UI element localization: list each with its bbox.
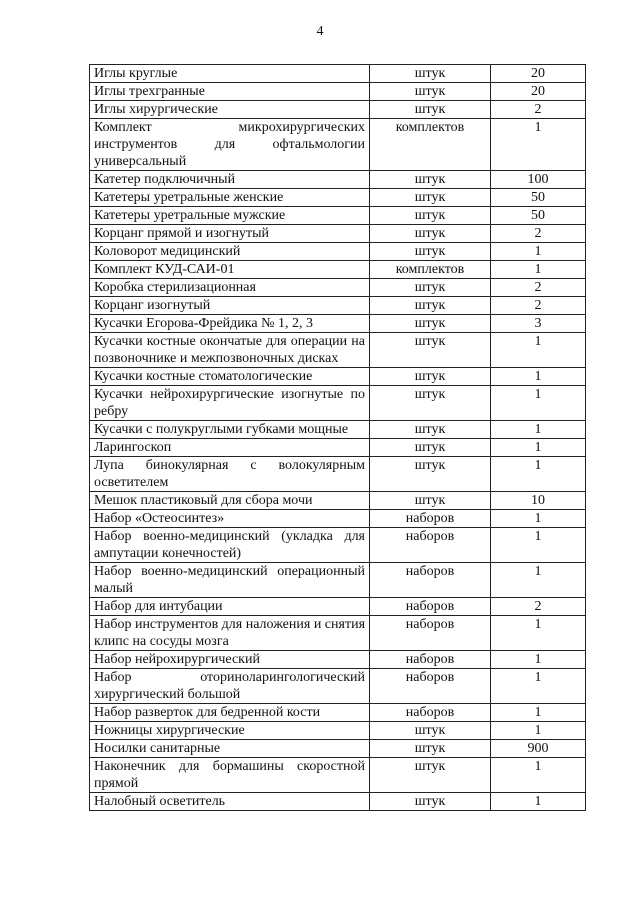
unit-cell: наборов xyxy=(370,528,491,563)
quantity-cell: 1 xyxy=(491,528,586,563)
unit-cell: штук xyxy=(370,333,491,368)
table-row xyxy=(90,669,586,704)
quantity-cell: 50 xyxy=(491,207,586,225)
unit-cell: наборов xyxy=(370,563,491,598)
item-name-cell: Набор разверток для бедренной кости xyxy=(90,704,370,722)
item-name-cell: Коробка стерилизационная xyxy=(90,279,370,297)
quantity-cell: 10 xyxy=(491,492,586,510)
quantity-cell: 2 xyxy=(491,297,586,315)
unit-cell: комплектов xyxy=(370,119,491,171)
item-name-cell: Набор оториноларингологический хирургический большой xyxy=(90,669,370,704)
item-name-cell: Катетер подключичный xyxy=(90,171,370,189)
item-name-cell: Кусачки нейрохирургические изогнутые по ребру xyxy=(90,386,370,421)
item-name-cell: Носилки санитарные xyxy=(90,740,370,758)
table-row xyxy=(90,457,586,492)
item-name-cell: Кусачки с полукруглыми губками мощные xyxy=(90,421,370,439)
quantity-cell: 1 xyxy=(491,333,586,368)
unit-cell: штук xyxy=(370,83,491,101)
quantity-cell: 20 xyxy=(491,65,586,83)
quantity-cell: 1 xyxy=(491,758,586,793)
unit-cell: штук xyxy=(370,492,491,510)
table-row xyxy=(90,65,586,83)
table-row xyxy=(90,421,586,439)
unit-cell: наборов xyxy=(370,704,491,722)
table-row xyxy=(90,279,586,297)
table-row xyxy=(90,528,586,563)
table-row xyxy=(90,225,586,243)
table-row xyxy=(90,171,586,189)
quantity-cell: 1 xyxy=(491,261,586,279)
table-row xyxy=(90,563,586,598)
unit-cell: комплектов xyxy=(370,261,491,279)
item-name-cell: Комплект КУД-САИ-01 xyxy=(90,261,370,279)
table-row xyxy=(90,616,586,651)
quantity-cell: 1 xyxy=(491,439,586,457)
unit-cell: штук xyxy=(370,189,491,207)
item-name-cell: Набор для интубации xyxy=(90,598,370,616)
quantity-cell: 1 xyxy=(491,457,586,492)
quantity-cell: 1 xyxy=(491,669,586,704)
table-row xyxy=(90,207,586,225)
page-number: 4 xyxy=(316,24,324,39)
equipment-table-body xyxy=(90,65,586,811)
table-row xyxy=(90,261,586,279)
quantity-cell: 1 xyxy=(491,368,586,386)
unit-cell: штук xyxy=(370,386,491,421)
item-name-cell: Ларингоскоп xyxy=(90,439,370,457)
quantity-cell: 100 xyxy=(491,171,586,189)
item-name-cell: Налобный осветитель xyxy=(90,793,370,811)
table-row xyxy=(90,119,586,171)
unit-cell: штук xyxy=(370,315,491,333)
unit-cell: штук xyxy=(370,225,491,243)
unit-cell: штук xyxy=(370,439,491,457)
quantity-cell: 1 xyxy=(491,616,586,651)
item-name-cell: Катетеры уретральные мужские xyxy=(90,207,370,225)
unit-cell: наборов xyxy=(370,510,491,528)
table-row xyxy=(90,297,586,315)
table-row xyxy=(90,189,586,207)
unit-cell: штук xyxy=(370,279,491,297)
table-row xyxy=(90,793,586,811)
unit-cell: штук xyxy=(370,243,491,261)
quantity-cell: 1 xyxy=(491,386,586,421)
item-name-cell: Набор инструментов для наложения и снятия клипс на сосуды мозга xyxy=(90,616,370,651)
unit-cell: штук xyxy=(370,101,491,119)
unit-cell: наборов xyxy=(370,598,491,616)
item-name-cell: Кусачки Егорова-Фрейдика № 1, 2, 3 xyxy=(90,315,370,333)
item-name-cell: Комплект микрохирургических инструментов для офтальмологии универсальный xyxy=(90,119,370,171)
unit-cell: штук xyxy=(370,457,491,492)
quantity-cell: 2 xyxy=(491,598,586,616)
table-row xyxy=(90,315,586,333)
item-name-cell: Иглы хирургические xyxy=(90,101,370,119)
quantity-cell: 1 xyxy=(491,421,586,439)
table-row xyxy=(90,758,586,793)
table-row xyxy=(90,368,586,386)
table-row xyxy=(90,492,586,510)
unit-cell: штук xyxy=(370,793,491,811)
quantity-cell: 1 xyxy=(491,243,586,261)
item-name-cell: Набор военно-медицинский операционный малый xyxy=(90,563,370,598)
table-row xyxy=(90,101,586,119)
unit-cell: штук xyxy=(370,421,491,439)
item-name-cell: Кусачки костные окончатые для операции на позвоночнике и межпозвоночных дисках xyxy=(90,333,370,368)
quantity-cell: 50 xyxy=(491,189,586,207)
item-name-cell: Иглы круглые xyxy=(90,65,370,83)
item-name-cell: Иглы трехгранные xyxy=(90,83,370,101)
item-name-cell: Наконечник для бормашины скоростной прямой xyxy=(90,758,370,793)
item-name-cell: Кусачки костные стоматологические xyxy=(90,368,370,386)
quantity-cell: 1 xyxy=(491,563,586,598)
table-row xyxy=(90,243,586,261)
quantity-cell: 900 xyxy=(491,740,586,758)
quantity-cell: 20 xyxy=(491,83,586,101)
item-name-cell: Набор военно-медицинский (укладка для ампутации конечностей) xyxy=(90,528,370,563)
unit-cell: наборов xyxy=(370,616,491,651)
table-row xyxy=(90,651,586,669)
quantity-cell: 1 xyxy=(491,793,586,811)
item-name-cell: Корцанг изогнутый xyxy=(90,297,370,315)
quantity-cell: 2 xyxy=(491,279,586,297)
unit-cell: штук xyxy=(370,722,491,740)
quantity-cell: 1 xyxy=(491,119,586,171)
item-name-cell: Набор «Остеосинтез» xyxy=(90,510,370,528)
quantity-cell: 1 xyxy=(491,651,586,669)
unit-cell: штук xyxy=(370,758,491,793)
table-row xyxy=(90,510,586,528)
quantity-cell: 1 xyxy=(491,704,586,722)
unit-cell: штук xyxy=(370,65,491,83)
item-name-cell: Мешок пластиковый для сбора мочи xyxy=(90,492,370,510)
table-row xyxy=(90,598,586,616)
unit-cell: штук xyxy=(370,368,491,386)
table-row xyxy=(90,439,586,457)
quantity-cell: 1 xyxy=(491,510,586,528)
quantity-cell: 3 xyxy=(491,315,586,333)
quantity-cell: 2 xyxy=(491,225,586,243)
unit-cell: штук xyxy=(370,207,491,225)
item-name-cell: Корцанг прямой и изогнутый xyxy=(90,225,370,243)
table-row xyxy=(90,740,586,758)
item-name-cell: Катетеры уретральные женские xyxy=(90,189,370,207)
unit-cell: наборов xyxy=(370,669,491,704)
item-name-cell: Ножницы хирургические xyxy=(90,722,370,740)
unit-cell: штук xyxy=(370,740,491,758)
item-name-cell: Лупа бинокулярная с волокулярным осветителем xyxy=(90,457,370,492)
table-row xyxy=(90,386,586,421)
quantity-cell: 1 xyxy=(491,722,586,740)
unit-cell: штук xyxy=(370,171,491,189)
table-row xyxy=(90,83,586,101)
item-name-cell: Коловорот медицинский xyxy=(90,243,370,261)
unit-cell: штук xyxy=(370,297,491,315)
quantity-cell: 2 xyxy=(491,101,586,119)
unit-cell: наборов xyxy=(370,651,491,669)
table-row xyxy=(90,704,586,722)
item-name-cell: Набор нейрохирургический xyxy=(90,651,370,669)
equipment-table xyxy=(89,64,586,811)
table-row xyxy=(90,722,586,740)
table-row xyxy=(90,333,586,368)
